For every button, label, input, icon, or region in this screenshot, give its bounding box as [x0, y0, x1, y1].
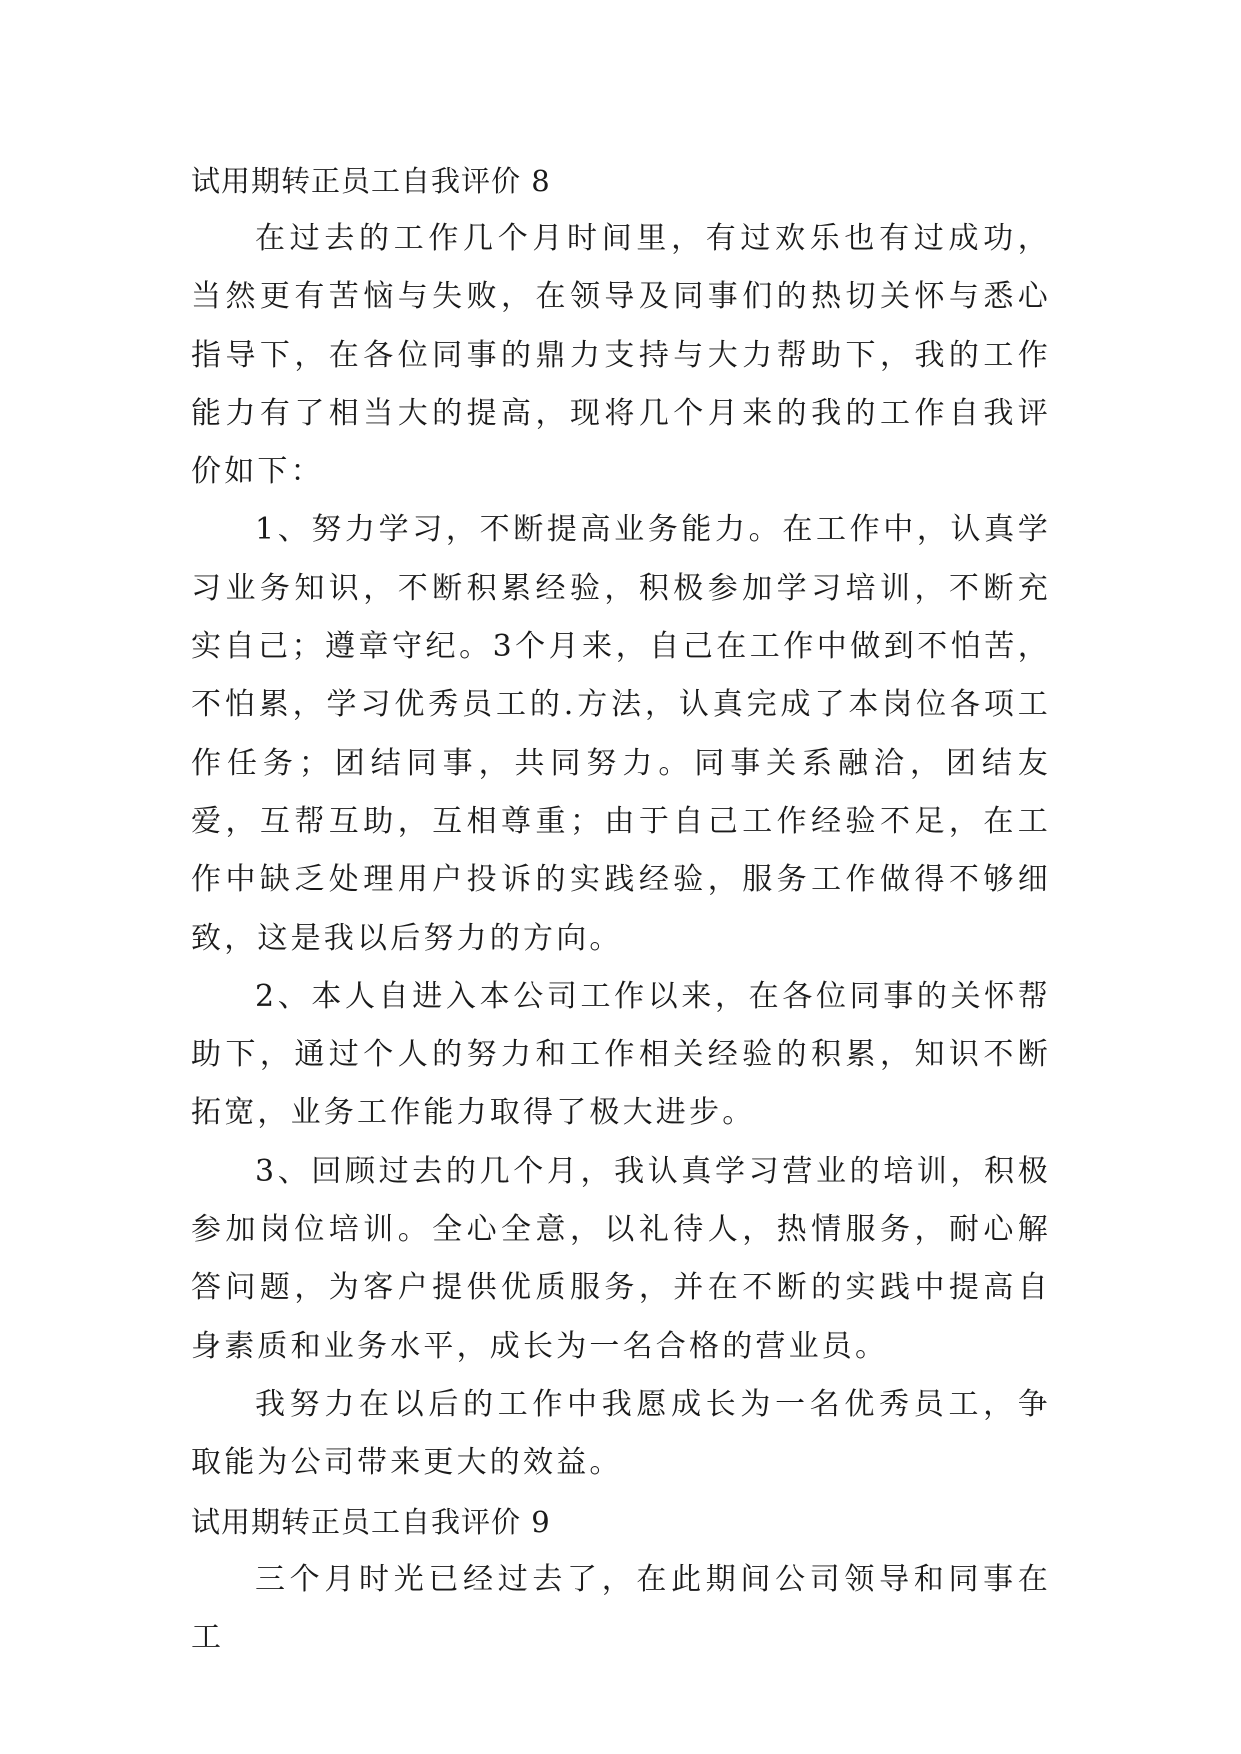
- section-heading: 试用期转正员工自我评价 9: [191, 1504, 551, 1539]
- section-heading: 试用期转正员工自我评价 8: [191, 164, 551, 198]
- paragraph: 1、努力学习，不断提高业务能力。在工作中，认真学习业务知识，不断积累经验，积极参加学习培训，不断充实自己；遵章守纪。3个月来，自己在工作中做到不怕苦，不怕累，学习优秀员工的.方法，认真完成了本岗位各项工作任务；团结同事，共同努力。同事关系融洽，团结友爱，互帮互助，互相尊重；由于自己工作经验不足，在工作中缺乏处理用户投诉的实践经验，服务工作做得不够细致，这是我以后努力的方向。: [191, 512, 1051, 956]
- paragraph: 2、本人自进入本公司工作以来，在各位同事的关怀帮助下，通过个人的努力和工作相关经验的积累，知识不断拓宽，业务工作能力取得了极大进步。: [191, 978, 1051, 1131]
- paragraph: 我努力在以后的工作中我愿成长为一名优秀员工，争取能为公司带来更大的效益。: [191, 1386, 1051, 1481]
- paragraph: 在过去的工作几个月时间里，有过欢乐也有过成功，当然更有苦恼与失败，在领导及同事们的热切关怀与悉心指导下，在各位同事的鼎力支持与大力帮助下，我的工作能力有了相当大的提高，现将几个月来的我的工作自我评价如下：: [191, 221, 1051, 490]
- paragraph: 3、回顾过去的几个月，我认真学习营业的培训，积极参加岗位培训。全心全意，以礼待人，热情服务，耐心解答问题，为客户提供优质服务，并在不断的实践中提高自身素质和业务水平，成长为一名合格的营业员。: [191, 1153, 1051, 1364]
- paragraph: 三个月时光已经过去了，在此期间公司领导和同事在工: [191, 1561, 1051, 1655]
- document-page: [191, 152, 1051, 1667]
